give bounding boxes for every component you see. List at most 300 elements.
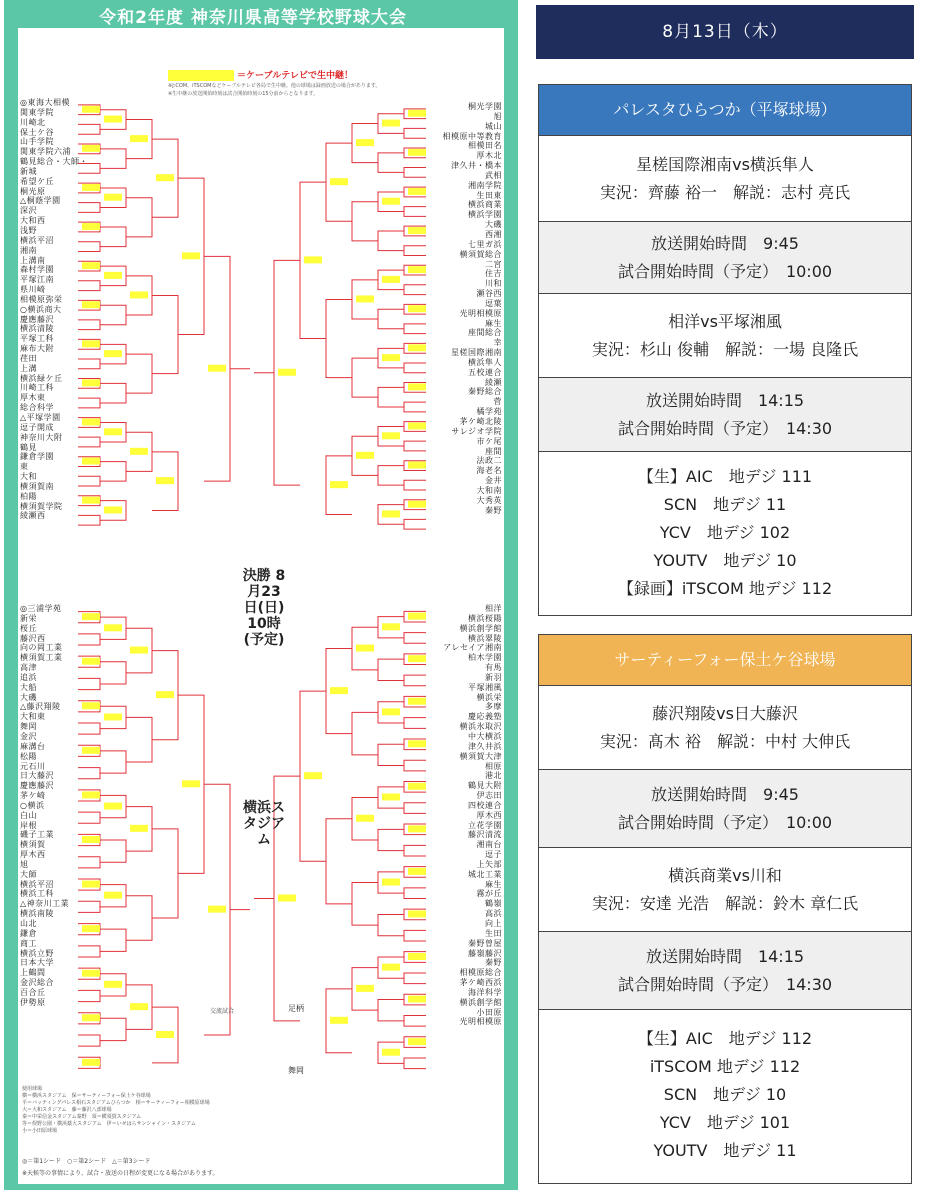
list-entry: 綾瀬西 xyxy=(20,511,46,521)
channel: SCN 地デジ 10 xyxy=(663,1084,787,1104)
game-info xyxy=(539,847,911,931)
bracket-line xyxy=(82,613,100,620)
bracket-line xyxy=(356,985,374,992)
list-entry: 伊勢原 xyxy=(20,997,46,1007)
bracket-line xyxy=(382,879,400,886)
bracket-line xyxy=(208,906,226,913)
bracket-line xyxy=(82,702,100,709)
list-entry: 平塚湘風 xyxy=(468,682,502,692)
bracket-line xyxy=(326,819,352,904)
teams-right-top xyxy=(428,102,502,515)
list-entry: 鶴見 xyxy=(20,442,37,452)
list-entry: 川崎工科 xyxy=(20,383,54,393)
game-info xyxy=(539,135,911,221)
list-entry: 大和 xyxy=(20,472,37,482)
bracket-line xyxy=(126,717,152,762)
list-entry: 柏木学園 xyxy=(468,653,502,663)
game-start: 試合開始時間（予定） 14:30 xyxy=(617,418,833,438)
bracket-line xyxy=(78,901,100,912)
list-entry: 麻布大附 xyxy=(20,344,54,354)
list-entry: 慶應藤沢 xyxy=(20,314,54,324)
list-entry: 慶応義塾 xyxy=(468,712,502,722)
bracket-line xyxy=(382,276,400,283)
broadcast-start: 放送開始時間 9:45 xyxy=(651,784,799,804)
list-entry: 藤沢清流 xyxy=(468,830,502,840)
bracket-line xyxy=(382,432,400,439)
bracket-line xyxy=(82,747,100,754)
bracket-line xyxy=(100,929,126,951)
channel: 【生】AIC 地デジ 111 xyxy=(637,467,813,486)
list-entry: 伊志田 xyxy=(476,791,502,801)
list-entry: 慶應藤沢 xyxy=(20,781,54,791)
list-entry: 藤沢西 xyxy=(20,633,46,643)
bracket-line xyxy=(404,845,426,856)
list-entry: 麻溝台 xyxy=(20,741,46,751)
list-entry: 旭 xyxy=(20,859,29,869)
list-entry: 舞岡 xyxy=(20,722,37,732)
list-entry: 湘南学院 xyxy=(468,180,502,190)
bracket-line xyxy=(100,227,126,247)
bracket-line xyxy=(78,812,100,823)
bracket-line xyxy=(382,120,400,127)
venue-card-hiratsuka xyxy=(538,84,912,616)
channel: YCV 地デジ 102 xyxy=(659,523,791,542)
list-entry: 上溝南 xyxy=(20,255,46,265)
list-entry: 茅ケ崎 xyxy=(20,791,46,801)
bracket-line xyxy=(356,139,374,146)
bracket-line xyxy=(404,207,426,217)
bracket-line xyxy=(130,135,148,142)
bracket-line xyxy=(408,227,426,234)
commentary: 実況：齊藤 裕一 解説：志村 亮氏 xyxy=(599,182,851,202)
list-entry: サレジオ学院 xyxy=(451,426,502,436)
list-entry: 秦野総合 xyxy=(468,387,502,397)
list-entry: 総合科学 xyxy=(20,403,54,413)
list-entry: 相模原総合 xyxy=(459,968,502,978)
list-entry: 大＝大和スタジアム 藤＝藤沢八部球場 xyxy=(22,1107,112,1113)
list-entry: 新栄 xyxy=(20,613,37,623)
list-entry: 横須賀南 xyxy=(20,481,54,491)
list-entry: 横浜南陵 xyxy=(20,909,54,919)
list-entry: 厚木西 xyxy=(20,850,46,860)
commentary: 実況：安達 光浩 解説：鈴木 章仁氏 xyxy=(591,893,859,913)
list-entry: 相模原中等教育 xyxy=(442,131,502,141)
list-entry: 法政二 xyxy=(476,456,502,466)
list-entry: 厚木西 xyxy=(476,810,502,820)
exchange-teams xyxy=(288,978,304,1102)
bracket-line xyxy=(304,772,322,779)
game-start: 試合開始時間（予定） 14:30 xyxy=(617,974,833,994)
list-entry: 瀬谷西 xyxy=(476,289,502,299)
bracket-line xyxy=(404,1058,426,1069)
list-entry: 綾瀬 xyxy=(485,377,502,387)
game-times xyxy=(539,377,911,451)
bracket-line xyxy=(382,198,400,205)
list-entry: 日大藤沢 xyxy=(20,771,54,781)
bracket-line xyxy=(356,295,374,302)
list-entry: 向の岡工業 xyxy=(20,643,63,653)
channel: 【録画】iTSCOM 地デジ 112 xyxy=(617,579,833,598)
list-entry: 横須賀総合 xyxy=(459,249,502,259)
broadcast-start: 放送開始時間 14:15 xyxy=(645,390,805,410)
venue-name: パレスタひらつか（平塚球場） xyxy=(539,85,911,135)
list-entry: ○横浜商大 xyxy=(20,304,62,314)
bracket-line xyxy=(408,188,426,195)
bracket-line xyxy=(378,744,404,765)
list-entry: 秦野 xyxy=(485,958,502,968)
bracket-line xyxy=(356,815,374,822)
list-entry: 旭 xyxy=(493,111,502,121)
bracket-line xyxy=(382,354,400,361)
bracket-line xyxy=(156,477,174,484)
game-start: 試合開始時間（予定） 10:00 xyxy=(617,812,833,832)
list-entry: 座間 xyxy=(485,446,502,456)
list-entry: 横浜清陵 xyxy=(20,324,54,334)
list-entry: 城山 xyxy=(485,121,502,131)
list-entry: ◎東海大相模 xyxy=(20,98,70,107)
list-entry: 深沢 xyxy=(20,206,37,216)
list-entry: 平塚工科 xyxy=(20,334,54,344)
bracket-line xyxy=(408,783,426,790)
list-entry: 鶴見総合・大師・ xyxy=(20,157,88,167)
bracket-line xyxy=(130,825,148,832)
bracket-line xyxy=(126,354,152,393)
bracket-line xyxy=(104,713,122,720)
bracket-line xyxy=(382,708,400,715)
bracket-line xyxy=(78,634,100,645)
list-entry: 大師 xyxy=(20,869,37,879)
bracket-line xyxy=(78,990,100,1001)
bracket-line xyxy=(104,194,122,201)
list-entry: 二宮 xyxy=(485,259,502,269)
list-entry: 鎌倉 xyxy=(20,928,37,938)
list-entry: 四校連合 xyxy=(468,800,502,810)
bracket-line xyxy=(104,892,122,899)
list-entry: 大和西 xyxy=(20,216,46,226)
list-entry: △平塚学園 xyxy=(20,413,61,422)
list-entry: 海洋科学 xyxy=(468,987,502,997)
bracket-line xyxy=(408,1038,426,1045)
list-entry: 横浜氷取沢 xyxy=(459,722,502,732)
list-entry: 新城 xyxy=(20,166,37,176)
list-entry: 相模原弥栄 xyxy=(20,294,63,304)
list-entry: 使用球場 xyxy=(22,1086,43,1092)
bracket-line xyxy=(104,428,122,435)
game-info xyxy=(539,685,911,769)
match-title: 相洋vs平塚湘風 xyxy=(668,311,782,331)
list-entry: 金井 xyxy=(485,476,502,486)
list-entry: 光明相模原 xyxy=(459,1017,502,1027)
date-header: 8月13日（木） xyxy=(536,5,914,59)
bracket-sheet xyxy=(4,0,518,1190)
list-entry: 住吉 xyxy=(485,269,502,279)
list-entry: 平塚江南 xyxy=(20,275,54,285)
bracket-line xyxy=(130,448,148,455)
bracket-line xyxy=(78,857,100,868)
final-venue: 横浜スタジアム xyxy=(243,800,285,848)
list-entry: 五校連合 xyxy=(468,367,502,377)
list-entry: 希望ケ丘 xyxy=(20,176,54,186)
list-entry: 横須賀大津 xyxy=(459,751,502,761)
bracket-line xyxy=(278,369,296,376)
bracket-line xyxy=(152,295,178,373)
list-entry: 平＝バッティングパレス相石スタジアムひらつか 相＝サーティーフォー相模原球場 xyxy=(22,1100,210,1106)
venue-legend xyxy=(22,1086,292,1135)
bracket-line xyxy=(404,1016,426,1027)
list-entry: 金沢総合 xyxy=(20,978,54,988)
bracket-line xyxy=(82,791,100,798)
list-entry: 横浜創学館 xyxy=(459,997,502,1007)
list-entry: 浅野 xyxy=(20,225,37,235)
bracket-line xyxy=(208,365,226,372)
bracket-line xyxy=(130,647,148,654)
list-entry: 星槎国際湘南 xyxy=(451,348,502,358)
list-entry: 金沢 xyxy=(20,731,37,741)
bracket-line xyxy=(378,1000,404,1021)
bracket-line xyxy=(404,285,426,295)
channel-list xyxy=(539,451,911,614)
list-entry: 桐光原 xyxy=(20,186,46,196)
bracket-line xyxy=(408,996,426,1003)
bracket-line xyxy=(100,840,126,862)
match-title: 藤沢翔陵vs日大藤沢 xyxy=(652,703,798,723)
bracket-line xyxy=(78,678,100,689)
list-entry: 武相 xyxy=(485,170,502,180)
bracket-line xyxy=(330,687,348,694)
bracket-line xyxy=(408,613,426,620)
bracket-line xyxy=(352,202,378,241)
bracket-line xyxy=(130,291,148,298)
list-entry: 横浜工科 xyxy=(20,889,54,899)
list-entry: 中大横浜 xyxy=(468,731,502,741)
list-entry: 西湘 xyxy=(485,229,502,239)
list-entry: 川和 xyxy=(485,279,502,289)
exchange-team: 舞岡 xyxy=(288,1066,304,1075)
list-entry: 大磯 xyxy=(485,220,502,230)
exchange-label: 交流試合 xyxy=(210,1008,235,1015)
list-entry: 麻生 xyxy=(485,318,502,328)
bracket-line xyxy=(408,266,426,273)
list-entry: 横＝横浜スタジアム 保＝サーティーフォー保土ケ谷球場 xyxy=(22,1093,151,1099)
channel: YOUTV 地デジ 10 xyxy=(653,551,797,570)
bracket-line xyxy=(352,712,378,755)
list-entry: 横浜商業 xyxy=(468,200,502,210)
weather-note: ※天候等の事情により、試合・放送の日程が変更になる場合があります。 xyxy=(22,1170,219,1177)
list-entry: 関東学院 xyxy=(20,107,54,117)
bracket-line xyxy=(404,930,426,941)
bracket-line xyxy=(104,803,122,810)
bracket-line xyxy=(104,350,122,357)
list-entry: 立花学園 xyxy=(468,820,502,830)
list-entry: △神奈川工業 xyxy=(20,899,70,909)
bracket-line xyxy=(104,116,122,123)
list-entry: 相模田名 xyxy=(468,141,502,151)
list-entry: 城北工業 xyxy=(468,869,502,879)
list-entry: 商工 xyxy=(20,938,37,948)
list-entry: 横須賀学院 xyxy=(20,501,63,511)
list-entry: 橘学苑 xyxy=(476,407,502,417)
bracket-line xyxy=(100,751,126,773)
bracket-line xyxy=(356,452,374,459)
list-entry: 逗子開成 xyxy=(20,422,54,432)
bracket-line xyxy=(404,168,426,178)
list-entry: 横浜平沼 xyxy=(20,879,54,889)
bracket-line xyxy=(82,1014,100,1021)
list-entry: 川崎北 xyxy=(20,117,46,127)
bracket-line xyxy=(330,1017,348,1024)
list-entry: 大磯 xyxy=(20,692,37,702)
bracket-line xyxy=(408,423,426,430)
list-entry: 港北 xyxy=(485,771,502,781)
list-entry: 小田原 xyxy=(476,1007,502,1017)
game-times xyxy=(539,769,911,847)
list-entry: 元石川 xyxy=(20,761,46,771)
bracket-line xyxy=(408,501,426,508)
bracket-line xyxy=(404,441,426,451)
list-entry: 百合丘 xyxy=(20,987,46,997)
list-entry: 高津 xyxy=(20,663,37,673)
bracket-line xyxy=(82,970,100,977)
list-entry: 神奈川大附 xyxy=(20,432,63,442)
bracket-line xyxy=(408,344,426,351)
bracket-line xyxy=(382,1049,400,1056)
list-entry: 磯子工業 xyxy=(20,830,54,840)
list-entry: 生田東 xyxy=(476,190,502,200)
bracket-line xyxy=(404,760,426,771)
bracket-line xyxy=(408,953,426,960)
list-entry: 七里ガ浜 xyxy=(468,239,502,249)
bracket-line xyxy=(100,662,126,684)
bracket-line xyxy=(404,803,426,814)
commentary: 実況：杉山 俊輔 解説：一場 良隆氏 xyxy=(591,339,859,359)
list-entry: 海老名 xyxy=(476,466,502,476)
bracket-line xyxy=(100,149,126,169)
bracket-line xyxy=(104,506,122,513)
list-entry: 湘南 xyxy=(20,245,37,255)
list-entry: 山北 xyxy=(20,919,37,928)
bracket-line xyxy=(408,305,426,312)
bracket-line xyxy=(378,309,404,329)
bracket-line xyxy=(356,645,374,652)
bracket-line xyxy=(100,383,126,403)
list-entry: 関東学院六浦 xyxy=(20,147,71,157)
bracket-line xyxy=(408,825,426,832)
bracket-line xyxy=(382,623,400,630)
bracket-line xyxy=(408,655,426,662)
list-entry: 市ケ尾 xyxy=(476,436,502,446)
bracket-line xyxy=(382,964,400,971)
list-entry: ○横浜 xyxy=(20,800,45,810)
bracket-line xyxy=(100,305,126,325)
list-entry: 日本大学 xyxy=(20,958,54,968)
bracket-line xyxy=(404,480,426,490)
list-entry: 追浜 xyxy=(20,672,37,682)
list-entry: 茅ケ崎北陵 xyxy=(459,417,502,426)
bracket-line xyxy=(278,895,296,902)
list-entry: 県川崎 xyxy=(20,285,46,295)
list-entry: 岸根 xyxy=(20,820,37,830)
list-entry: 生田 xyxy=(485,928,502,938)
channel: YCV 地デジ 101 xyxy=(659,1112,791,1132)
bracket-line xyxy=(100,462,126,482)
list-entry: △藤沢翔陵 xyxy=(20,702,61,712)
bracket-line xyxy=(130,1003,148,1010)
list-entry: 津久井・橋本 xyxy=(451,161,502,171)
legend-note: ※生中継の放送開始時刻は試合開始時刻の15分前からとなります。 xyxy=(168,91,319,97)
list-entry: 厚木東 xyxy=(20,393,46,403)
list-entry: 荏田 xyxy=(20,353,37,363)
list-entry: 白山 xyxy=(20,810,37,820)
bracket-line xyxy=(82,658,100,665)
bracket-line xyxy=(404,718,426,729)
list-entry: 鶴見大附 xyxy=(468,781,502,791)
bracket-line xyxy=(82,881,100,888)
channel: 【生】AIC 地デジ 112 xyxy=(637,1028,813,1048)
list-entry: 横浜学園 xyxy=(468,210,502,220)
list-entry: 横浜平沼 xyxy=(20,235,54,245)
bracket-line xyxy=(404,519,426,529)
list-entry: ◎三浦学苑 xyxy=(20,604,62,613)
list-entry: 光明相模原 xyxy=(459,308,502,318)
list-entry: 横須賀 xyxy=(20,840,46,850)
list-entry: 桐光学園 xyxy=(468,102,502,111)
bracket-line xyxy=(404,324,426,334)
list-entry: 大和東 xyxy=(20,712,46,722)
bracket-line xyxy=(326,299,352,377)
bracket-line xyxy=(100,1018,126,1040)
list-entry: 横浜緑ケ丘 xyxy=(20,373,63,383)
bracket-line xyxy=(378,387,404,407)
bracket-line xyxy=(152,829,178,918)
list-entry: 上矢部 xyxy=(476,859,502,869)
bracket-line xyxy=(408,149,426,156)
bracket-line xyxy=(404,888,426,899)
list-entry: 相洋 xyxy=(485,604,502,613)
bracket-line xyxy=(82,1059,100,1066)
bracket-line xyxy=(408,868,426,875)
list-entry: 等＝俣野公園・横浜薬大スタジアム 伊＝いせはらサンシャイン・スタジアム xyxy=(22,1121,196,1127)
game-start: 試合開始時間（予定） 10:00 xyxy=(617,261,833,281)
list-entry: 秦野曽屋 xyxy=(468,938,502,948)
bracket-line xyxy=(330,481,348,488)
bracket-line xyxy=(126,198,152,237)
broadcast-start: 放送開始時間 9:45 xyxy=(651,233,799,253)
bracket-line xyxy=(104,624,122,631)
list-entry: 多摩 xyxy=(485,702,502,712)
bracket-line xyxy=(330,178,348,185)
list-entry: 横須賀工業 xyxy=(20,653,63,663)
bracket-line xyxy=(182,252,200,259)
seed-legend: ◎＝第1シード ○＝第2シード △＝第3シード xyxy=(22,1158,151,1165)
list-entry: 津久井浜 xyxy=(468,741,502,751)
bracket-line xyxy=(408,110,426,117)
list-entry: 湘南台 xyxy=(476,840,502,850)
teams-left-bottom xyxy=(20,604,69,1008)
bracket-line xyxy=(378,914,404,935)
bracket-line xyxy=(404,128,426,138)
teams-right-bottom xyxy=(428,604,502,1027)
cable-legend-text: ＝ケーブルテレビで生中継！ xyxy=(237,71,354,81)
list-entry: 大和南 xyxy=(476,485,502,495)
list-entry: 鶴嶺 xyxy=(485,899,502,909)
bracket-line xyxy=(156,174,174,181)
list-entry: 逗子 xyxy=(485,850,502,860)
venue-card-hodogaya xyxy=(538,634,912,1184)
list-entry: 藤嶺藤沢 xyxy=(468,948,502,958)
list-entry: アレセイア湘南 xyxy=(443,643,502,653)
commentary: 実況：髙木 裕 解説：中村 大伸氏 xyxy=(599,731,851,751)
bracket-line xyxy=(78,946,100,957)
